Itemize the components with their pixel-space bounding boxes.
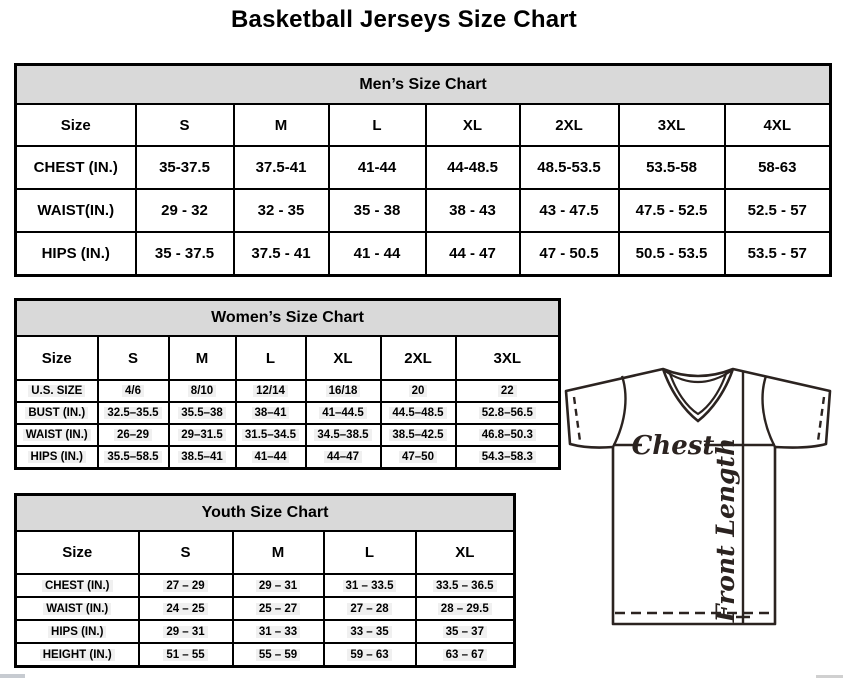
size-value-cell: 43 - 47.5 xyxy=(520,189,619,232)
table-row xyxy=(16,424,560,446)
row-label: HIPS (IN.) xyxy=(16,620,139,643)
column-header: 3XL xyxy=(619,104,725,146)
column-header: XL xyxy=(306,336,381,380)
column-header: Size xyxy=(16,104,136,146)
row-label: WAIST(IN.) xyxy=(16,189,136,232)
size-value-cell: 58-63 xyxy=(725,146,831,189)
size-value-cell: 54.3–58.3 xyxy=(456,446,560,469)
jersey-outline xyxy=(566,369,830,624)
size-value-cell: 22 xyxy=(456,380,560,402)
size-value-cell: 44–47 xyxy=(306,446,381,469)
size-value-cell: 38–41 xyxy=(236,402,306,424)
chest-label: Chest xyxy=(631,431,715,461)
column-header: M xyxy=(234,104,329,146)
column-header: M xyxy=(169,336,236,380)
table-row xyxy=(16,643,515,667)
page-title: Basketball Jerseys Size Chart xyxy=(231,6,577,33)
row-label: HEIGHT (IN.) xyxy=(16,643,139,667)
size-value-cell: 35 - 37.5 xyxy=(136,232,234,276)
size-value-cell: 26–29 xyxy=(98,424,169,446)
size-value-cell: 41–44 xyxy=(236,446,306,469)
armhole-seam-left xyxy=(613,376,625,447)
size-value-cell: 31 – 33.5 xyxy=(324,574,416,597)
table-row xyxy=(16,189,831,232)
youth-size-table xyxy=(14,493,516,668)
size-value-cell: 34.5–38.5 xyxy=(306,424,381,446)
size-value-cell: 33 – 35 xyxy=(324,620,416,643)
size-value-cell: 27 – 29 xyxy=(139,574,233,597)
front-length-label: Front Length xyxy=(711,437,740,623)
size-value-cell: 47.5 - 52.5 xyxy=(619,189,725,232)
size-value-cell: 52.5 - 57 xyxy=(725,189,831,232)
size-value-cell: 44 - 47 xyxy=(426,232,520,276)
size-value-cell: 31.5–34.5 xyxy=(236,424,306,446)
row-label: U.S. SIZE xyxy=(16,380,98,402)
size-value-cell: 52.8–56.5 xyxy=(456,402,560,424)
cuff-dash-left xyxy=(574,397,580,441)
table-row xyxy=(16,597,515,620)
table-row xyxy=(16,402,560,424)
size-value-cell: 29 - 32 xyxy=(136,189,234,232)
table-row xyxy=(16,446,560,469)
scrollbar-fragment-right[interactable] xyxy=(816,675,843,678)
size-value-cell: 37.5 - 41 xyxy=(234,232,329,276)
table-row xyxy=(16,620,515,643)
size-value-cell: 32 - 35 xyxy=(234,189,329,232)
column-header: Size xyxy=(16,336,98,380)
size-value-cell: 35.5–38 xyxy=(169,402,236,424)
row-label: HIPS (IN.) xyxy=(16,232,136,276)
size-value-cell: 50.5 - 53.5 xyxy=(619,232,725,276)
row-label: HIPS (IN.) xyxy=(16,446,98,469)
size-value-cell: 55 – 59 xyxy=(233,643,324,667)
size-value-cell: 38.5–41 xyxy=(169,446,236,469)
cuff-dash-right xyxy=(818,397,824,441)
size-value-cell: 35-37.5 xyxy=(136,146,234,189)
size-value-cell: 48.5-53.5 xyxy=(520,146,619,189)
womens-size-table xyxy=(14,298,561,470)
column-header: XL xyxy=(416,531,515,574)
size-value-cell: 51 – 55 xyxy=(139,643,233,667)
mens-size-table xyxy=(14,63,832,277)
size-value-cell: 35 - 38 xyxy=(329,189,426,232)
column-header: M xyxy=(233,531,324,574)
size-value-cell: 37.5-41 xyxy=(234,146,329,189)
size-value-cell: 44.5–48.5 xyxy=(381,402,456,424)
table-row xyxy=(16,146,831,189)
size-value-cell: 31 – 33 xyxy=(233,620,324,643)
size-value-cell: 53.5-58 xyxy=(619,146,725,189)
table-title: Youth Size Chart xyxy=(16,495,515,532)
size-value-cell: 16/18 xyxy=(306,380,381,402)
row-label: WAIST (IN.) xyxy=(16,424,98,446)
row-label: CHEST (IN.) xyxy=(16,146,136,189)
size-value-cell: 38.5–42.5 xyxy=(381,424,456,446)
column-header: L xyxy=(236,336,306,380)
size-value-cell: 8/10 xyxy=(169,380,236,402)
column-header: S xyxy=(98,336,169,380)
table-row xyxy=(16,232,831,276)
column-header: 3XL xyxy=(456,336,560,380)
column-header: L xyxy=(329,104,426,146)
row-label: WAIST (IN.) xyxy=(16,597,139,620)
size-value-cell: 20 xyxy=(381,380,456,402)
size-value-cell: 47–50 xyxy=(381,446,456,469)
size-value-cell: 59 – 63 xyxy=(324,643,416,667)
size-value-cell: 47 - 50.5 xyxy=(520,232,619,276)
column-header: S xyxy=(139,531,233,574)
size-value-cell: 35.5–58.5 xyxy=(98,446,169,469)
size-value-cell: 29–31.5 xyxy=(169,424,236,446)
size-value-cell: 12/14 xyxy=(236,380,306,402)
size-value-cell: 4/6 xyxy=(98,380,169,402)
row-label: CHEST (IN.) xyxy=(16,574,139,597)
column-header: 2XL xyxy=(381,336,456,380)
size-value-cell: 24 – 25 xyxy=(139,597,233,620)
column-header: 4XL xyxy=(725,104,831,146)
column-header: S xyxy=(136,104,234,146)
table-title: Men’s Size Chart xyxy=(16,65,831,105)
table-title: Women’s Size Chart xyxy=(16,300,560,337)
size-value-cell: 29 – 31 xyxy=(139,620,233,643)
row-label: BUST (IN.) xyxy=(16,402,98,424)
column-header: 2XL xyxy=(520,104,619,146)
column-header: XL xyxy=(426,104,520,146)
size-value-cell: 41–44.5 xyxy=(306,402,381,424)
jersey-measurement-diagram xyxy=(558,360,843,640)
scrollbar-fragment-left[interactable] xyxy=(0,674,25,678)
size-value-cell: 33.5 – 36.5 xyxy=(416,574,515,597)
size-value-cell: 41 - 44 xyxy=(329,232,426,276)
column-header: Size xyxy=(16,531,139,574)
size-value-cell: 29 – 31 xyxy=(233,574,324,597)
size-value-cell: 63 – 67 xyxy=(416,643,515,667)
armhole-seam-right xyxy=(763,376,775,447)
size-value-cell: 32.5–35.5 xyxy=(98,402,169,424)
size-value-cell: 25 – 27 xyxy=(233,597,324,620)
size-value-cell: 35 – 37 xyxy=(416,620,515,643)
table-row xyxy=(16,574,515,597)
size-value-cell: 44-48.5 xyxy=(426,146,520,189)
table-row xyxy=(16,380,560,402)
size-value-cell: 41-44 xyxy=(329,146,426,189)
size-value-cell: 38 - 43 xyxy=(426,189,520,232)
size-value-cell: 53.5 - 57 xyxy=(725,232,831,276)
size-value-cell: 46.8–50.3 xyxy=(456,424,560,446)
size-value-cell: 28 – 29.5 xyxy=(416,597,515,620)
column-header: L xyxy=(324,531,416,574)
size-value-cell: 27 – 28 xyxy=(324,597,416,620)
